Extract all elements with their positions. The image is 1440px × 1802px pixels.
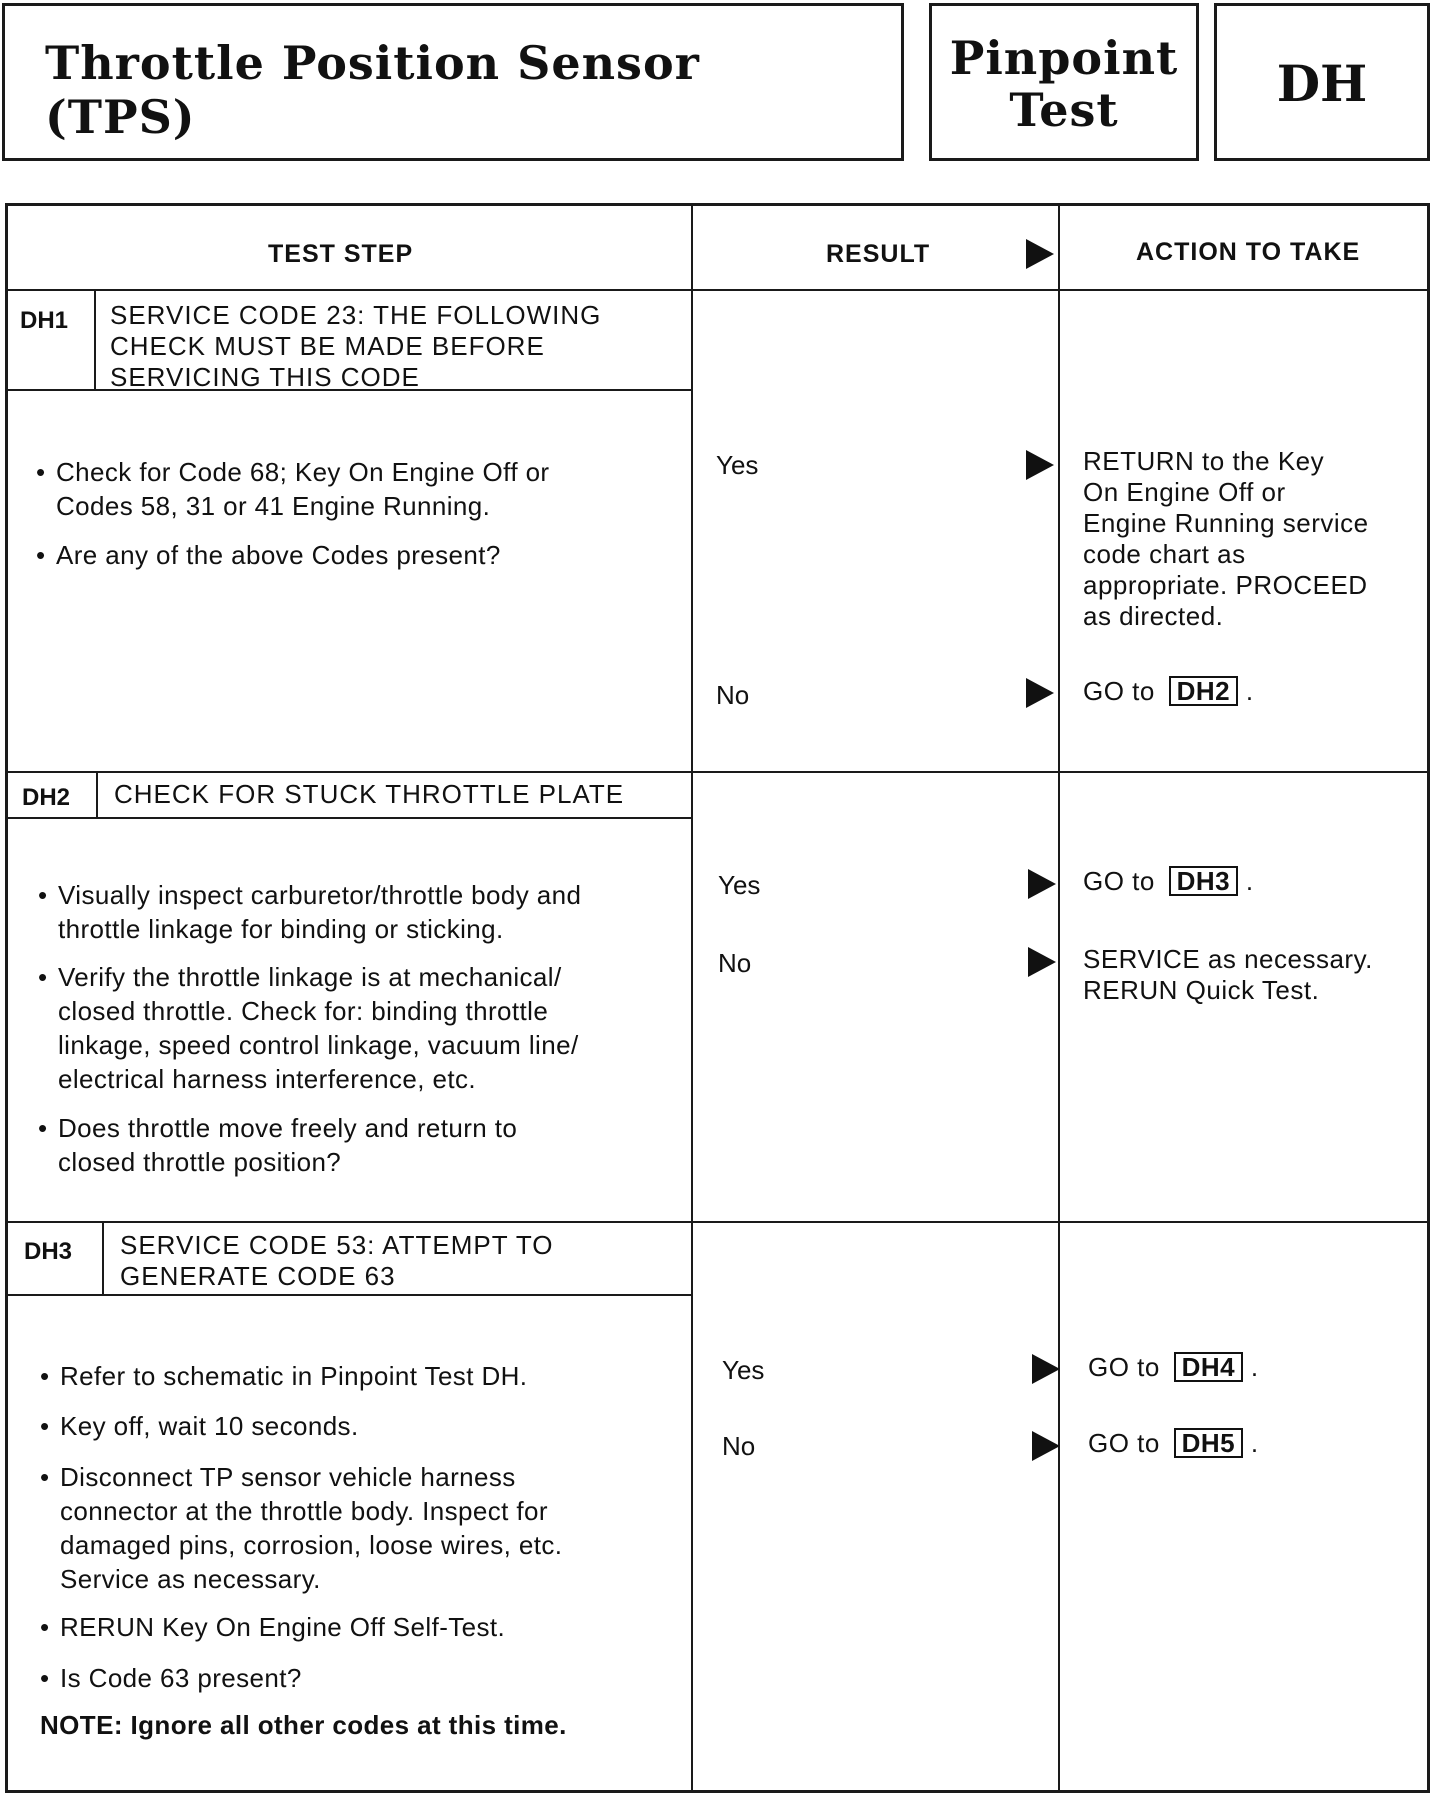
step-bullet: • Disconnect TP sensor vehicle harness connector at the throttle body. Inspect for damaged pins, corrosion, loose wires, etc. Service as necessary. bbox=[40, 1462, 563, 1594]
result-arrow-icon bbox=[1032, 1354, 1060, 1384]
step-bullet: • Is Code 63 present? bbox=[40, 1663, 302, 1693]
result-arrow-icon bbox=[1032, 1431, 1060, 1461]
step-note: NOTE: Ignore all other codes at this time. bbox=[40, 1710, 567, 1740]
pinpoint-test-box bbox=[929, 3, 1199, 161]
step-bullet: • Are any of the above Codes present? bbox=[36, 540, 501, 570]
step-title: CHECK FOR STUCK THROTTLE PLATE bbox=[114, 779, 625, 809]
result-arrow-icon bbox=[1026, 678, 1054, 708]
step-bullet: • Check for Code 68; Key On Engine Off or Codes 58, 31 or 41 Engine Running. bbox=[36, 457, 550, 521]
pinpoint-table bbox=[5, 203, 1430, 1793]
pinpoint-test-label: Pinpoint Test bbox=[949, 31, 1179, 137]
result-label: Yes bbox=[716, 450, 759, 480]
header-row-divider bbox=[8, 289, 1430, 291]
step-id: DH3 bbox=[24, 1238, 73, 1265]
step-reference[interactable]: DH3 bbox=[1169, 866, 1239, 896]
action-text: GO to DH3 . bbox=[1083, 866, 1254, 896]
document-title-box bbox=[2, 3, 904, 161]
column-divider-action bbox=[1058, 206, 1060, 1793]
step-bullet: • Refer to schematic in Pinpoint Test DH. bbox=[40, 1361, 528, 1391]
step-reference[interactable]: DH5 bbox=[1174, 1428, 1244, 1458]
action-text: GO to DH5 . bbox=[1088, 1428, 1259, 1458]
step-reference[interactable]: DH4 bbox=[1174, 1352, 1244, 1382]
step-title: SERVICE CODE 23: THE FOLLOWING CHECK MUST BE MADE BEFORE SERVICING THIS CODE bbox=[110, 300, 602, 392]
action-text: GO to DH4 . bbox=[1088, 1352, 1259, 1382]
result-label: No bbox=[722, 1431, 756, 1461]
result-arrow-icon bbox=[1028, 869, 1056, 899]
action-text: GO to DH2 . bbox=[1083, 676, 1254, 706]
test-code: DH bbox=[1276, 54, 1368, 113]
column-header-test-step: TEST STEP bbox=[268, 240, 414, 268]
result-label: Yes bbox=[718, 870, 761, 900]
result-label: No bbox=[718, 948, 752, 978]
step-title: SERVICE CODE 53: ATTEMPT TO GENERATE CODE 63 bbox=[120, 1230, 554, 1291]
step-bullet: • RERUN Key On Engine Off Self-Test. bbox=[40, 1612, 506, 1642]
result-label: No bbox=[716, 680, 750, 710]
test-code-box bbox=[1214, 3, 1430, 161]
step-bullet: • Key off, wait 10 seconds. bbox=[40, 1411, 359, 1441]
step-divider bbox=[8, 771, 1430, 773]
step-id: DH2 bbox=[22, 784, 71, 811]
step-bullet: • Visually inspect carburetor/throttle body and throttle linkage for binding or sticking. bbox=[38, 880, 582, 944]
column-divider-result bbox=[691, 206, 693, 1793]
step-id: DH1 bbox=[20, 307, 69, 334]
result-label: Yes bbox=[722, 1355, 765, 1385]
column-header-result: RESULT bbox=[826, 240, 931, 268]
step-bullet: • Does throttle move freely and return to closed throttle position? bbox=[38, 1113, 518, 1177]
action-text: RETURN to the Key On Engine Off or Engine Running service code chart as appropriate. PROCEED as directed. bbox=[1083, 446, 1369, 631]
column-header-action: ACTION TO TAKE bbox=[1136, 238, 1361, 266]
document-title: Throttle Position Sensor (TPS) bbox=[45, 36, 700, 144]
result-arrow-icon bbox=[1026, 450, 1054, 480]
step-bullet: • Verify the throttle linkage is at mechanical/ closed throttle. Check for: binding throttle linkage, speed control linkage, vacuum line/ electrical harness interference, etc. bbox=[38, 962, 579, 1094]
action-text: SERVICE as necessary. RERUN Quick Test. bbox=[1083, 944, 1373, 1005]
step-divider bbox=[8, 1221, 1430, 1223]
result-arrow-icon bbox=[1028, 947, 1056, 977]
result-arrow-icon bbox=[1026, 239, 1054, 269]
step-reference[interactable]: DH2 bbox=[1169, 676, 1239, 706]
